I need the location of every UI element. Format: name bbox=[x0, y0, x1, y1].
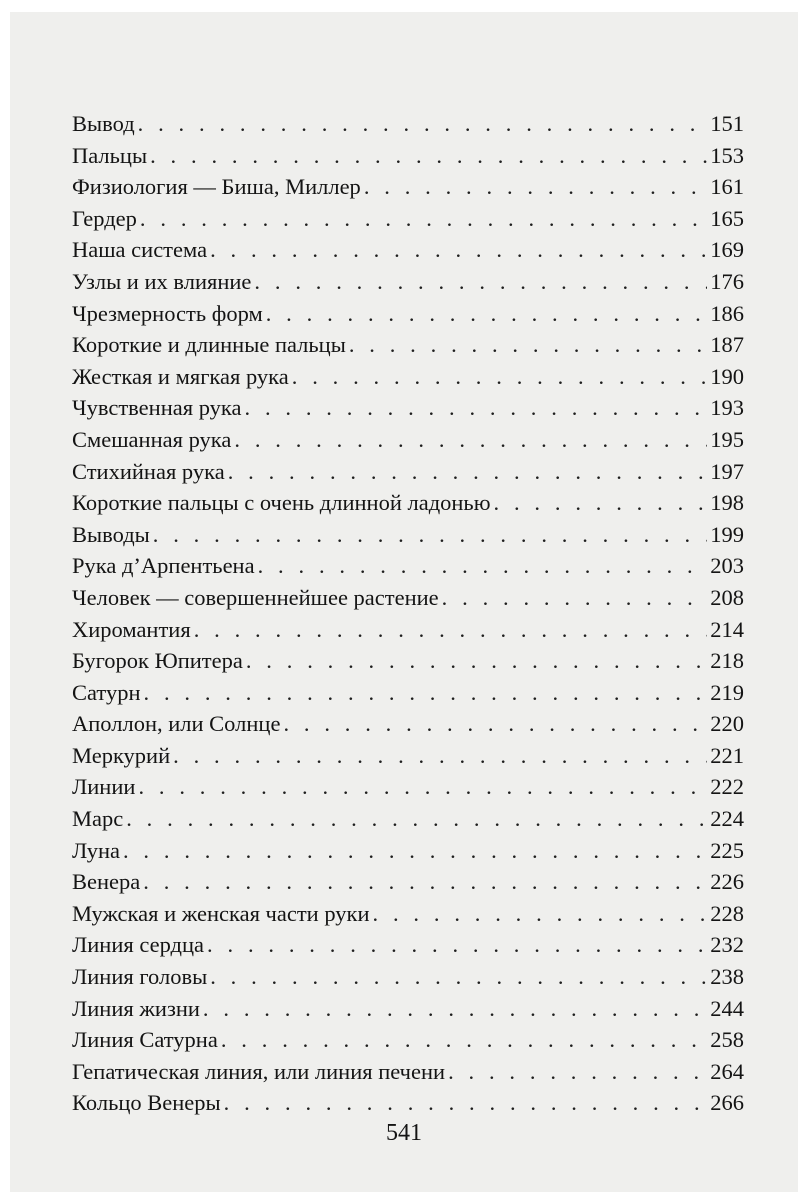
dot-leader bbox=[143, 866, 707, 898]
toc-entry-page: 198 bbox=[710, 490, 744, 516]
toc-entry-title: Физиология — Биша, Миллер bbox=[72, 174, 361, 200]
toc-entry bbox=[72, 140, 744, 172]
toc-entry-page: 165 bbox=[710, 205, 744, 231]
toc-entry-page: 203 bbox=[710, 553, 744, 579]
toc-entry bbox=[72, 803, 744, 835]
toc-entry-title: Кольцо Венеры bbox=[72, 1090, 221, 1116]
toc-entry-title: Марс bbox=[72, 806, 124, 832]
toc-entry bbox=[72, 582, 744, 614]
toc-entry-title: Гепатическая линия, или линия печени bbox=[72, 1058, 446, 1084]
toc-entry-title: Бугорок Юпитера bbox=[72, 648, 243, 674]
toc-entry bbox=[72, 835, 744, 867]
dot-leader bbox=[138, 771, 707, 803]
toc-entry bbox=[72, 266, 744, 298]
toc-entry-page: 228 bbox=[710, 900, 744, 926]
toc-entry bbox=[72, 519, 744, 551]
toc-entry bbox=[72, 329, 744, 361]
toc-entry-title: Меркурий bbox=[72, 742, 171, 768]
toc-entry bbox=[72, 171, 744, 203]
toc-entry bbox=[72, 708, 744, 740]
toc-entry-page: 199 bbox=[710, 521, 744, 547]
toc-entry-title: Смешанная рука bbox=[72, 426, 232, 452]
dot-leader bbox=[123, 835, 707, 867]
toc-entry-page: 220 bbox=[710, 711, 744, 737]
toc-entry bbox=[72, 961, 744, 993]
dot-leader bbox=[494, 487, 707, 519]
toc-entry-page: 226 bbox=[710, 869, 744, 895]
toc-entry-title: Линия сердца bbox=[72, 932, 205, 958]
dot-leader bbox=[448, 1056, 707, 1088]
dot-leader bbox=[234, 424, 707, 456]
toc-entry-title: Линии bbox=[72, 774, 136, 800]
dot-leader bbox=[153, 519, 707, 551]
toc-entry-title: Чувственная рука bbox=[72, 395, 242, 421]
toc-entry-page: 161 bbox=[710, 174, 744, 200]
dot-leader bbox=[210, 234, 707, 266]
toc-entry-page: 208 bbox=[710, 584, 744, 610]
dot-leader bbox=[246, 645, 707, 677]
toc-entry bbox=[72, 234, 744, 266]
toc-entry bbox=[72, 740, 744, 772]
dot-leader bbox=[292, 361, 707, 393]
toc-entry-page: 264 bbox=[710, 1058, 744, 1084]
toc-entry-page: 238 bbox=[710, 964, 744, 990]
toc-entry bbox=[72, 1024, 744, 1056]
dot-leader bbox=[221, 1024, 707, 1056]
toc-entry-title: Венера bbox=[72, 869, 141, 895]
toc-entry-page: 225 bbox=[710, 837, 744, 863]
table-of-contents bbox=[72, 108, 744, 1119]
toc-entry-title: Стихийная рука bbox=[72, 458, 225, 484]
toc-entry bbox=[72, 1087, 744, 1119]
toc-entry-page: 176 bbox=[710, 268, 744, 294]
dot-leader bbox=[140, 203, 707, 235]
dot-leader bbox=[150, 140, 707, 172]
dot-leader bbox=[349, 329, 707, 361]
toc-entry-page: 221 bbox=[710, 742, 744, 768]
toc-entry-title: Вывод bbox=[72, 111, 135, 136]
toc-entry-title: Гердер bbox=[72, 205, 137, 231]
toc-entry bbox=[72, 771, 744, 803]
dot-leader bbox=[266, 298, 707, 330]
toc-entry-title: Аполлон, или Солнце bbox=[72, 711, 281, 737]
toc-entry-title: Жесткая и мягкая рука bbox=[72, 363, 289, 389]
dot-leader bbox=[373, 898, 707, 930]
toc-entry-page: 222 bbox=[710, 774, 744, 800]
dot-leader bbox=[364, 171, 707, 203]
toc-entry-page: 244 bbox=[710, 995, 744, 1021]
toc-entry-page: 195 bbox=[710, 426, 744, 452]
toc-entry-title: Наша система bbox=[72, 237, 208, 263]
toc-entry-title: Линия головы bbox=[72, 964, 208, 990]
toc-entry-page: 266 bbox=[710, 1090, 744, 1116]
dot-leader bbox=[203, 993, 707, 1025]
toc-entry-page: 186 bbox=[710, 300, 744, 326]
toc-entry bbox=[72, 550, 744, 582]
toc-entry-page: 258 bbox=[710, 1027, 744, 1053]
toc-entry-page: 169 bbox=[710, 237, 744, 263]
book-page bbox=[10, 12, 798, 1192]
toc-entry bbox=[72, 456, 744, 488]
toc-entry-title: Рука д’Арпентьена bbox=[72, 553, 255, 579]
dot-leader bbox=[144, 677, 708, 709]
dot-leader bbox=[210, 961, 707, 993]
toc-entry bbox=[72, 866, 744, 898]
dot-leader bbox=[126, 803, 707, 835]
dot-leader bbox=[194, 614, 707, 646]
toc-entry-title: Сатурн bbox=[72, 679, 141, 705]
toc-entry-page: 232 bbox=[710, 932, 744, 958]
dot-leader bbox=[283, 708, 707, 740]
toc-entry-title: Выводы bbox=[72, 521, 150, 547]
dot-leader bbox=[173, 740, 707, 772]
toc-entry bbox=[72, 298, 744, 330]
toc-entry-page: 151 bbox=[710, 111, 744, 136]
toc-entry-title: Короткие пальцы с очень длинной ладонью bbox=[72, 490, 491, 516]
toc-entry bbox=[72, 614, 744, 646]
toc-entry bbox=[72, 203, 744, 235]
toc-entry-page: 224 bbox=[710, 806, 744, 832]
toc-entry-page: 187 bbox=[710, 332, 744, 358]
toc-entry bbox=[72, 898, 744, 930]
toc-entry bbox=[72, 929, 744, 961]
toc-entry bbox=[72, 361, 744, 393]
dot-leader bbox=[207, 929, 707, 961]
toc-entry-page: 193 bbox=[710, 395, 744, 421]
toc-entry-title: Чрезмерность форм bbox=[72, 300, 263, 326]
toc-entry-title: Человек — совершеннейшее растение bbox=[72, 584, 439, 610]
toc-entry bbox=[72, 487, 744, 519]
toc-entry bbox=[72, 108, 744, 140]
dot-leader bbox=[442, 582, 707, 614]
toc-entry-page: 197 bbox=[710, 458, 744, 484]
toc-entry-title: Короткие и длинные пальцы bbox=[72, 332, 346, 358]
toc-entry-page: 190 bbox=[710, 363, 744, 389]
toc-entry-page: 153 bbox=[710, 142, 744, 168]
toc-entry-page: 214 bbox=[710, 616, 744, 642]
toc-entry bbox=[72, 993, 744, 1025]
dot-leader bbox=[224, 1087, 707, 1119]
toc-entry bbox=[72, 677, 744, 709]
toc-entry-title: Линия Сатурна bbox=[72, 1027, 218, 1053]
dot-leader bbox=[258, 550, 707, 582]
dot-leader bbox=[138, 108, 707, 140]
dot-leader bbox=[228, 456, 707, 488]
toc-entry-title: Узлы и их влияние bbox=[72, 268, 252, 294]
toc-entry-title: Линия жизни bbox=[72, 995, 200, 1021]
toc-entry-page: 219 bbox=[710, 679, 744, 705]
page-number: 541 bbox=[386, 1120, 422, 1146]
toc-entry-title: Мужская и женская части руки bbox=[72, 900, 370, 926]
toc-entry bbox=[72, 645, 744, 677]
toc-entry-title: Луна bbox=[72, 837, 120, 863]
dot-leader bbox=[245, 392, 708, 424]
toc-entry bbox=[72, 1056, 744, 1088]
toc-entry bbox=[72, 392, 744, 424]
toc-entry bbox=[72, 424, 744, 456]
toc-entry-title: Пальцы bbox=[72, 142, 148, 168]
toc-entry-page: 218 bbox=[710, 648, 744, 674]
dot-leader bbox=[254, 266, 707, 298]
toc-entry-title: Хиромантия bbox=[72, 616, 191, 642]
